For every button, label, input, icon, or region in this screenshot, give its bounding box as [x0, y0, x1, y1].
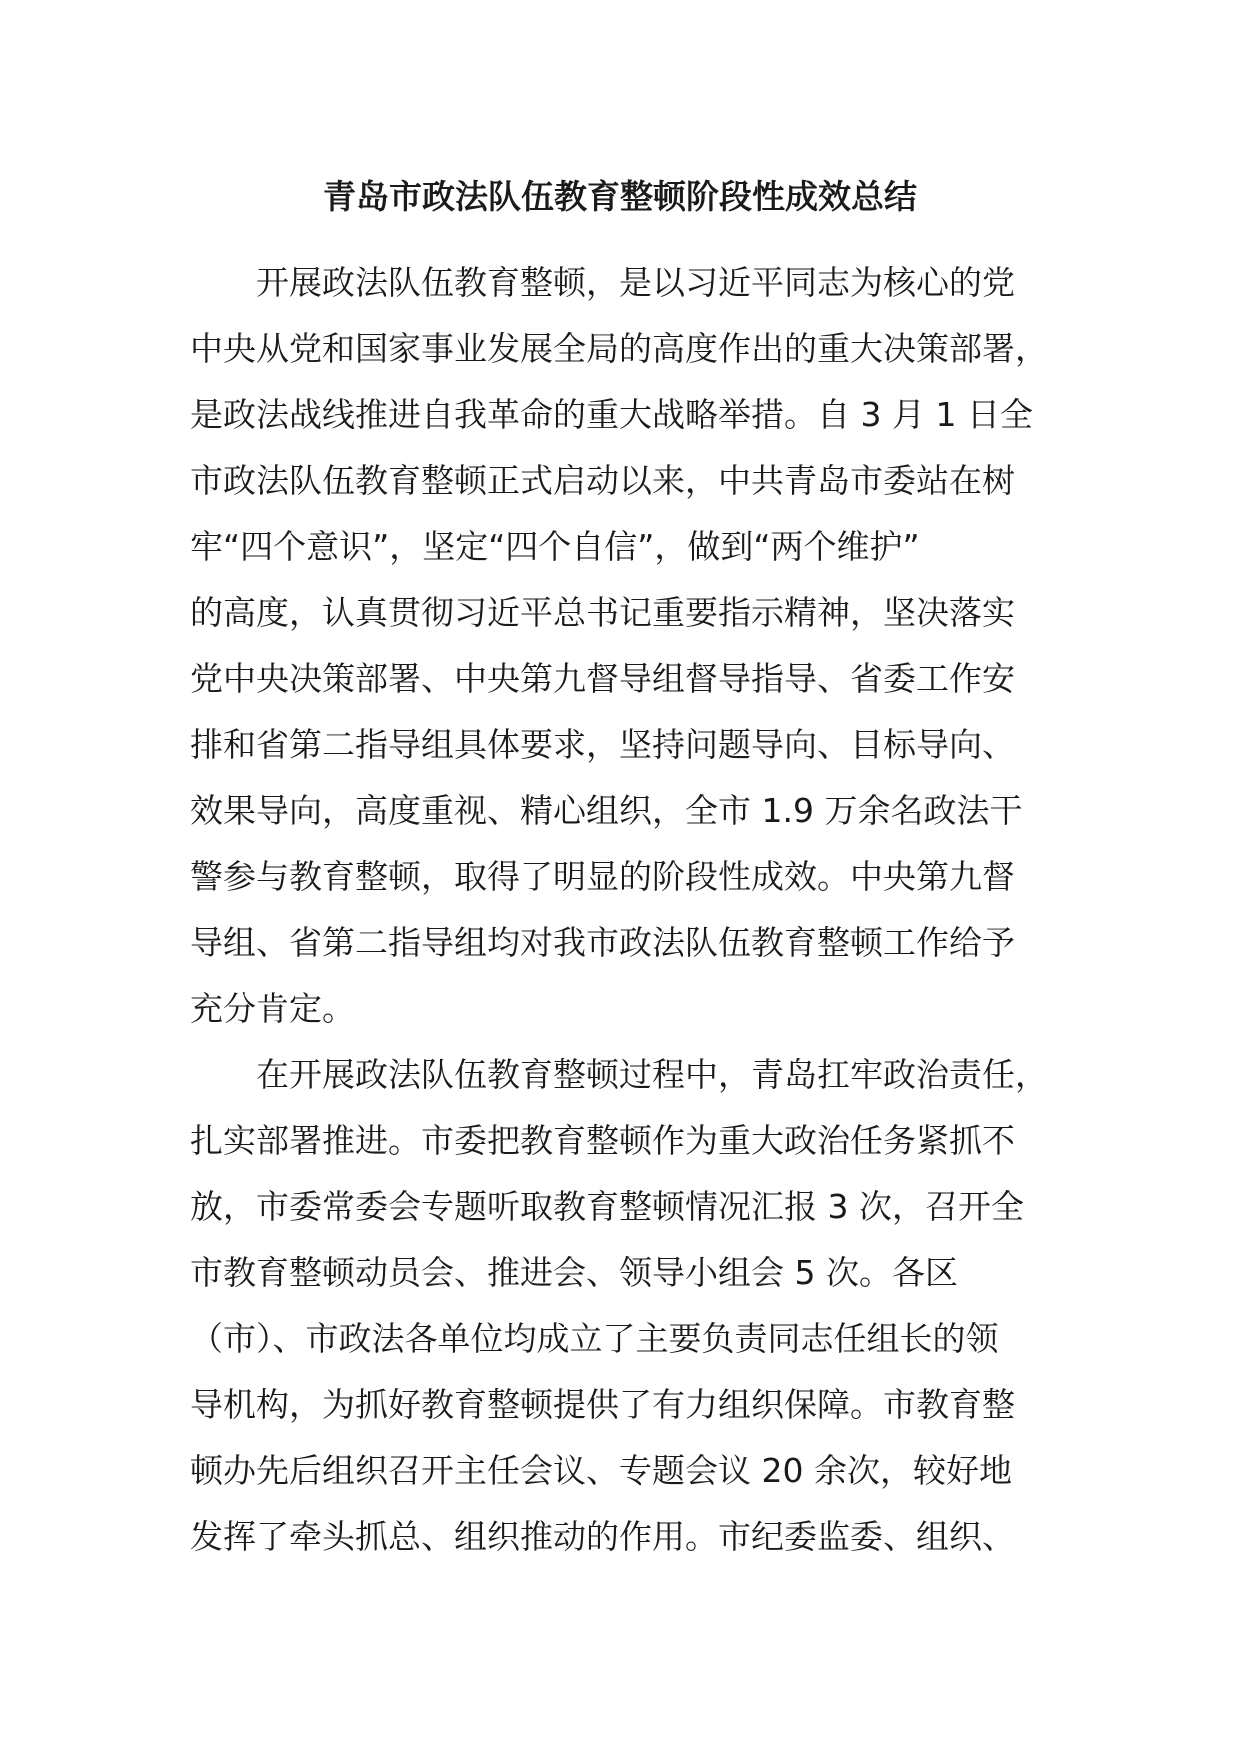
- paragraph-1: [190, 250, 1070, 1042]
- text-line: 扎实部署推进。市委把教育整顿作为重大政治任务紧抓不: [190, 1121, 1015, 1160]
- text-line: 市政法队伍教育整顿正式启动以来，中共青岛市委站在树: [190, 461, 1015, 500]
- text-line: 党中央决策部署、中央第九督导组督导指导、省委工作安: [190, 659, 1015, 698]
- text-line: 放，市委常委会专题听取教育整顿情况汇报 3 次，召开全: [190, 1187, 1024, 1226]
- text-line: 的高度，认真贯彻习近平总书记重要指示精神，坚决落实: [190, 593, 1015, 632]
- text-line: 效果导向，高度重视、精心组织，全市 1.9 万余名政法干: [190, 791, 1023, 830]
- text-line: 排和省第二指导组具体要求，坚持问题导向、目标导向、: [190, 725, 1015, 764]
- text-line: 牢“四个意识”，坚定“四个自信”，做到“两个维护”: [190, 527, 920, 566]
- text-line: （市）、市政法各单位均成立了主要负责同志任组长的领: [190, 1319, 999, 1358]
- paragraph-2: [190, 1042, 1070, 1570]
- text-line: 市教育整顿动员会、推进会、领导小组会 5 次。各区: [190, 1253, 958, 1292]
- text-line: 导组、省第二指导组均对我市政法队伍教育整顿工作给予: [190, 923, 1015, 962]
- text-line: 在开展政法队伍教育整顿过程中，青岛扛牢政治责任，: [256, 1055, 1048, 1094]
- text-line: 警参与教育整顿，取得了明显的阶段性成效。中央第九督: [190, 857, 1015, 896]
- text-line: 是政法战线推进自我革命的重大战略举措。自 3 月 1 日全: [190, 395, 1033, 434]
- document-title: 青岛市政法队伍教育整顿阶段性成效总结: [323, 177, 917, 216]
- text-line: 导机构，为抓好教育整顿提供了有力组织保障。市教育整: [190, 1385, 1015, 1424]
- text-line: 顿办先后组织召开主任会议、专题会议 20 余次，较好地: [190, 1451, 1012, 1490]
- text-line: 开展政法队伍教育整顿，是以习近平同志为核心的党: [256, 263, 1015, 302]
- text-line: 充分肯定。: [190, 989, 355, 1028]
- document-body: [190, 250, 1070, 1570]
- text-line: 中央从党和国家事业发展全局的高度作出的重大决策部署，: [190, 329, 1048, 368]
- text-line: 发挥了牵头抓总、组织推动的作用。市纪委监委、组织、: [190, 1517, 1015, 1556]
